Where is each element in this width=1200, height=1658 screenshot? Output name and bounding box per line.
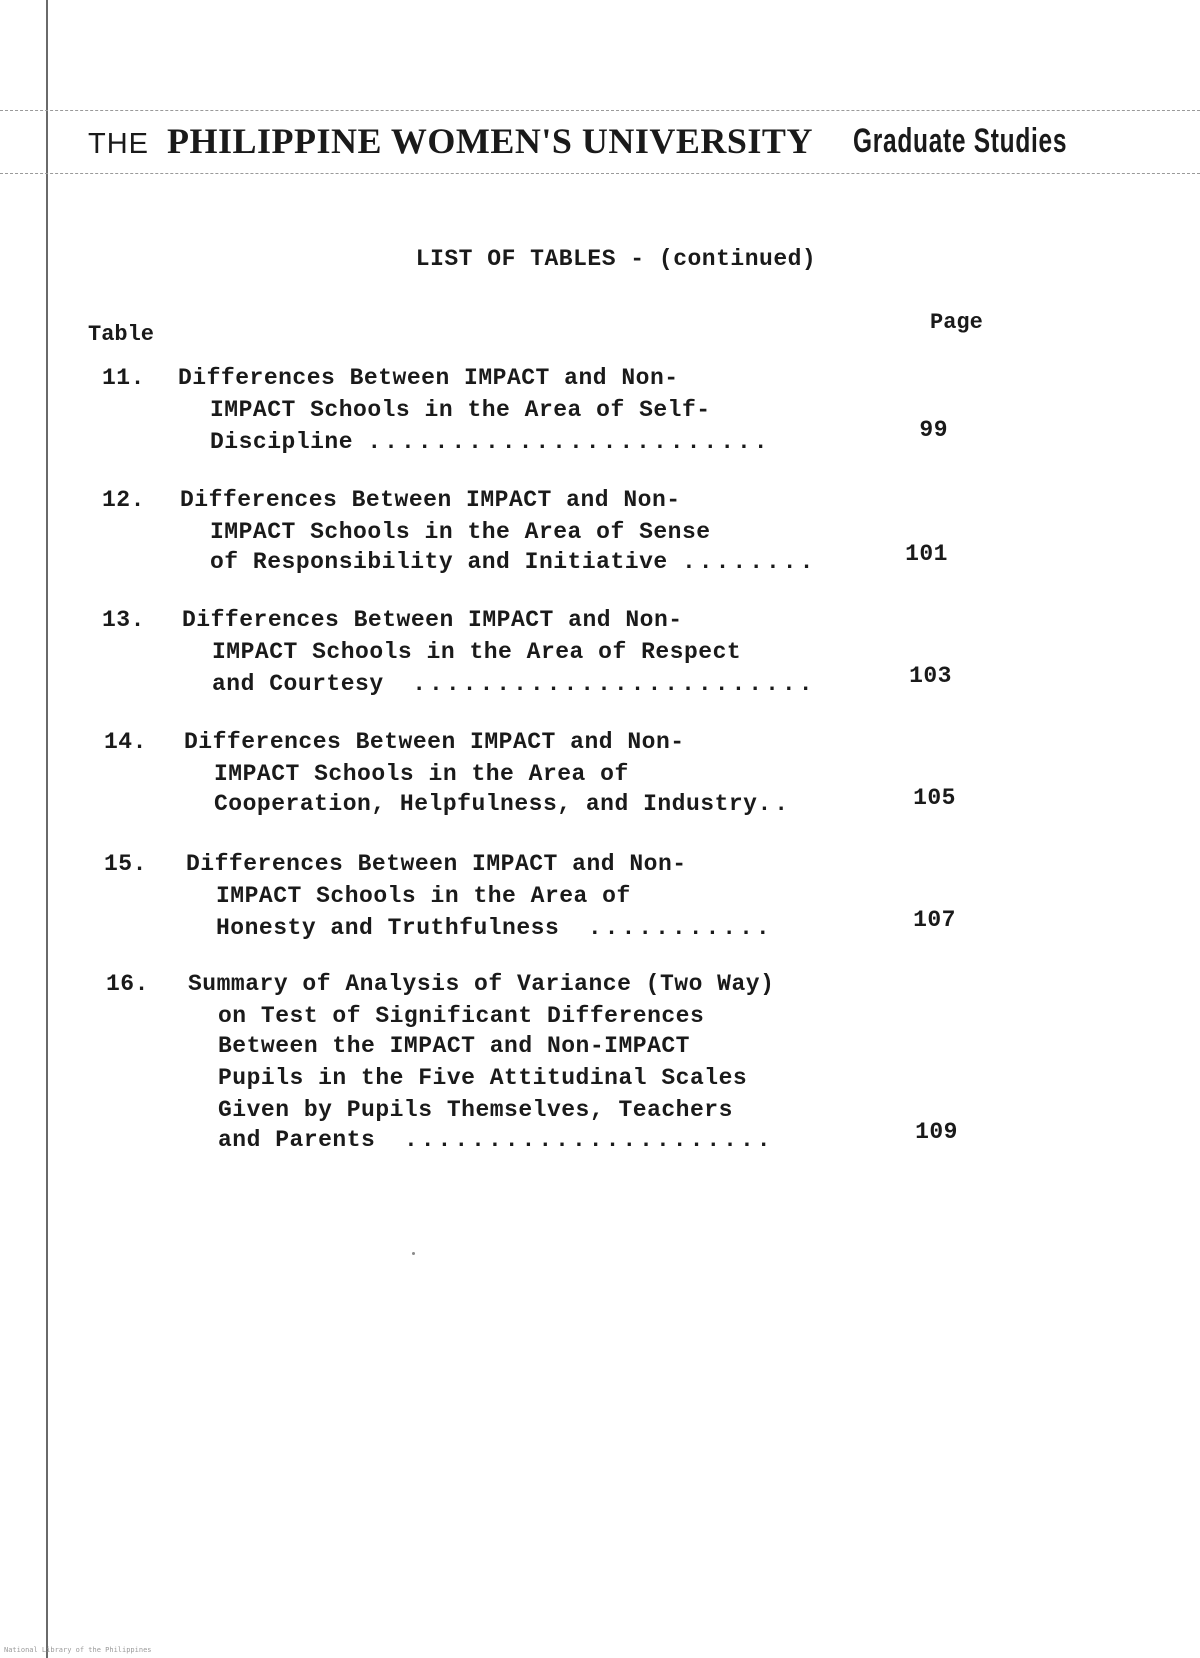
toc-entry-line: Differences Between IMPACT and Non-: [178, 365, 679, 391]
dot-leader: ...........: [587, 915, 773, 941]
toc-entry-line: IMPACT Schools in the Area of Self-: [210, 397, 711, 423]
toc-entry-number: 12.: [102, 487, 145, 513]
column-heading-table: Table: [88, 322, 155, 347]
toc-entry-line: on Test of Significant Differences: [218, 1003, 705, 1029]
toc-entry-line: Differences Between IMPACT and Non-: [182, 607, 683, 633]
letterhead-the: THE: [88, 127, 149, 160]
toc-entry-line: Differences Between IMPACT and Non-: [184, 729, 685, 755]
toc-entry-page: 107: [913, 907, 956, 933]
letterhead-university-name: PHILIPPINE WOMEN'S UNIVERSITY: [167, 121, 813, 161]
toc-entry-line: Differences Between IMPACT and Non-: [186, 851, 687, 877]
column-heading-page: Page: [930, 310, 983, 335]
letterhead-rule-bottom: [0, 173, 1200, 174]
toc-entry-line: Differences Between IMPACT and Non-: [180, 487, 681, 513]
dot-leader: ........................: [367, 429, 771, 455]
toc-entry-text: and Courtesy: [212, 671, 384, 697]
toc-entry-page: 101: [905, 541, 948, 567]
toc-entry-line-last: [212, 668, 816, 700]
toc-entry-number: 11.: [102, 365, 145, 391]
dot-leader: ........: [681, 549, 817, 575]
toc-entry-text: of Responsibility and Initiative: [210, 549, 668, 575]
toc-entry-line: IMPACT Schools in the Area of: [216, 883, 631, 909]
letterhead-rule-top: [0, 110, 1200, 111]
toc-entry-number: 16.: [106, 971, 149, 997]
toc-entry-line: IMPACT Schools in the Area of: [214, 761, 629, 787]
toc-entry-page: 103: [909, 663, 952, 689]
letterhead: [88, 112, 1188, 170]
toc-entry-line: Between the IMPACT and Non-IMPACT: [218, 1033, 690, 1059]
toc-entry-page: 105: [913, 785, 956, 811]
toc-entry-number: 14.: [104, 729, 147, 755]
toc-entry-page: 99: [919, 417, 948, 443]
footer-credit: National Library of the Philippines: [4, 1646, 152, 1654]
toc-entry-line-last: [210, 426, 771, 458]
toc-entry-line: IMPACT Schools in the Area of Respect: [212, 639, 742, 665]
toc-entry-line: Pupils in the Five Attitudinal Scales: [218, 1065, 748, 1091]
dot-leader: ......................: [403, 1127, 774, 1153]
scan-speck: [412, 1252, 415, 1255]
toc-entry-line-last: [210, 546, 816, 578]
toc-entry-text: Discipline: [210, 429, 354, 455]
letterhead-department: Graduate Studies: [852, 121, 1068, 160]
toc-entry-line-last: [218, 1124, 774, 1156]
dot-leader: ........................: [412, 671, 816, 697]
toc-entry-text: Cooperation, Helpfulness, and Industry: [214, 791, 758, 817]
toc-entry-line-last: [214, 788, 791, 820]
toc-entry-number: 13.: [102, 607, 145, 633]
toc-entry-line-last: [216, 912, 773, 944]
toc-entry-page: 109: [915, 1119, 958, 1145]
page-title: LIST OF TABLES - (continued): [415, 246, 817, 272]
toc-entry-text: Honesty and Truthfulness: [216, 915, 560, 941]
toc-entry-number: 15.: [104, 851, 147, 877]
toc-entry-line: Given by Pupils Themselves, Teachers: [218, 1097, 733, 1123]
toc-entry-line: IMPACT Schools in the Area of Sense: [210, 519, 711, 545]
dot-leader: ..: [757, 791, 792, 817]
toc-entry-text: and Parents: [218, 1127, 376, 1153]
toc-entry-line: Summary of Analysis of Variance (Two Way): [188, 971, 775, 997]
